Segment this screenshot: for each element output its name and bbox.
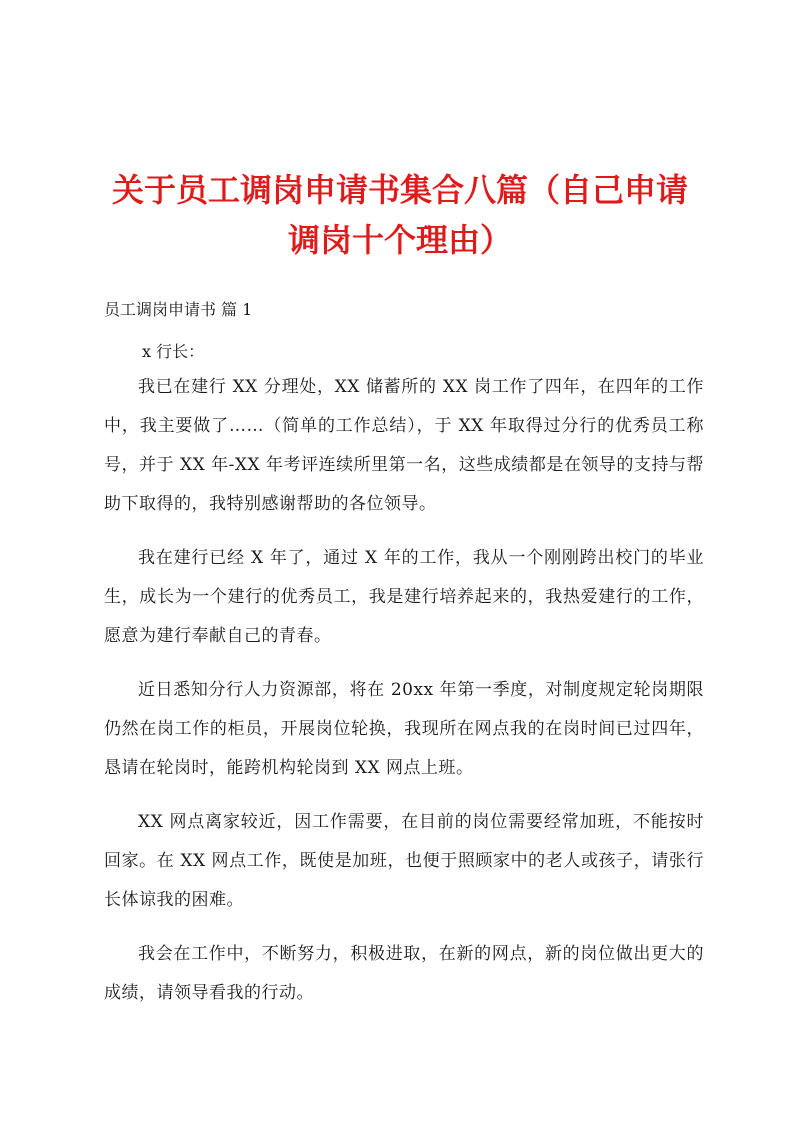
paragraph-4: XX 网点离家较近，因工作需要，在目前的岗位需要经常加班，不能按时回家。在 XX 网点工作，既使是加班，也便于照顾家中的老人或孩子，请张行长体谅我的困难。	[104, 812, 704, 910]
paragraph-1: 我已在建行 XX 分理处，XX 储蓄所的 XX 岗工作了四年，在四年的工作中，我主要做了……（简单的工作总结），于 XX 年取得过分行的优秀员工称号，并于 XX 年-XX 年考评连续所里第一名，这些成绩都是在领导的支持与帮助下取得的，我特别感谢帮助的各位领导。	[104, 377, 704, 514]
paragraph-5: 我会在工作中，不断努力，积极进取，在新的网点，新的岗位做出更大的成绩，请领导看我的行动。	[104, 944, 704, 1003]
paragraph-2: 我在建行已经 X 年了，通过 X 年的工作，我从一个刚刚跨出校门的毕业生，成长为一个建行的优秀员工，我是建行培养起来的，我热爱建行的工作，愿意为建行奉献自己的青春。	[104, 548, 704, 646]
section-heading: 员工调岗申请书 篇 1	[104, 300, 253, 319]
paragraph-3: 近日悉知分行人力资源部，将在 20xx 年第一季度，对制度规定轮岗期限仍然在岗工作的柜员，开展岗位轮换，我现所在网点我的在岗时间已过四年，恳请在轮岗时，能跨机构轮岗到 XX 网点上班。	[104, 680, 704, 778]
document-title: 关于员工调岗申请书集合八篇（自己申请调岗十个理由）	[111, 171, 688, 259]
letter-body	[104, 368, 704, 1028]
salutation: x 行长：	[142, 342, 205, 361]
